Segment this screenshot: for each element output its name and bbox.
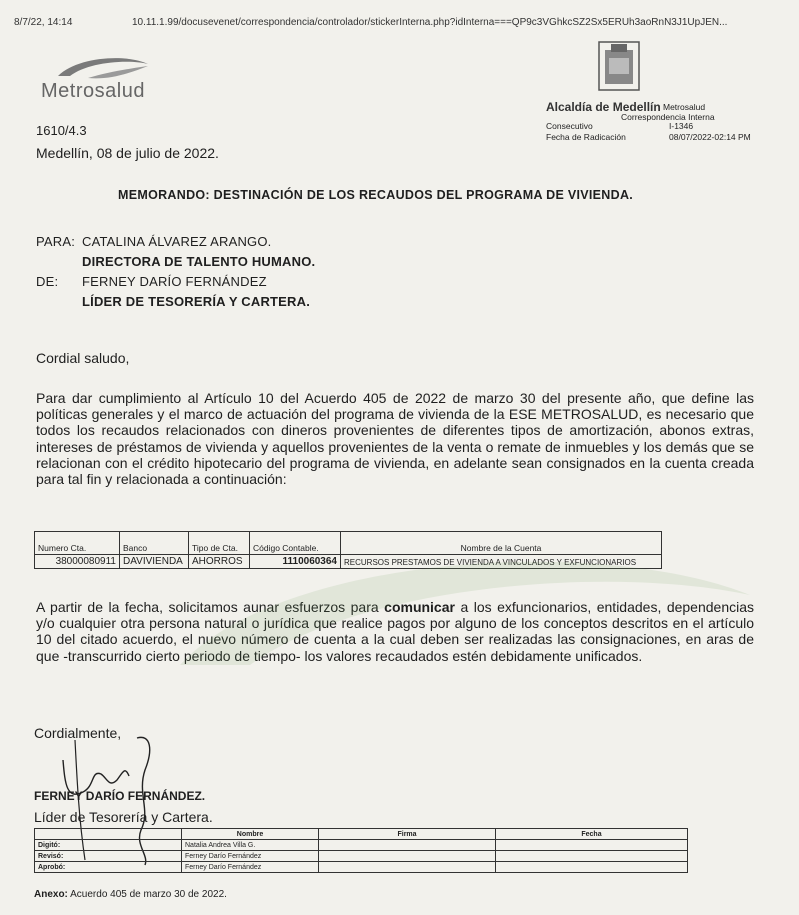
cell-codigo-contable: 1110060364	[250, 555, 341, 569]
approval-name: Ferney Darío Fernández	[182, 862, 319, 873]
approval-row-aprobo	[35, 862, 688, 873]
para-title: DIRECTORA DE TALENTO HUMANO.	[82, 254, 316, 269]
sticker-org: Alcaldía de Medellín	[546, 100, 661, 114]
radication-sticker	[545, 40, 785, 150]
city-seal-icon	[597, 40, 641, 92]
print-date: 8/7/22, 14:14	[14, 17, 73, 28]
logo-text: Metrosalud	[41, 80, 145, 102]
body-paragraph-1: Para dar cumplimiento al Artículo 10 del Acuerdo 405 de 2022 de marzo 30 del presente año, que define las políticas generales y el marco de actuación del programa de vivienda de la ESE METROSALUD, es necesario que todos los recaudos relacionados con dineros provenientes de diferentes tipos de amortización, abonos extras, intereses de préstamos de vivienda y aquellos provenientes de la venta o remate de inmuebles y los demás que se relacionan con el crédito hipotecario del programa de vivienda, en adelante sean consignados en la cuenta creada para tal fin y relacionada a continuación:	[36, 390, 754, 488]
de-label: DE:	[36, 274, 59, 289]
para-label: PARA:	[36, 234, 76, 249]
para2-end: a los exfuncionarios, entidades, dependencias y/o cualquier otra persona natural o jurídica que realice pagos por alguno de los conceptos descritos en el artículo 10 del citado acuerdo, el nuevo número de cuenta a la cual deben ser realizadas las consignaciones, en aras de que -transcurrido cierto periodo de tiempo- los valores recaudados estén debidamente unificados.	[36, 599, 755, 664]
header-nombre-cuenta: Nombre de la Cuenta	[341, 532, 662, 555]
print-url: 10.11.1.99/docusevenet/correspondencia/controlador/stickerInterna.php?idInterna===QP9c3VGhkcSZ2Sx5ERUh3aoRnN3J1UpJEN...	[132, 17, 728, 28]
sticker-org2: Metrosalud	[663, 102, 706, 112]
approval-name: Ferney Darío Fernández	[182, 851, 319, 862]
para-name: CATALINA ÁLVAREZ ARANGO.	[82, 234, 272, 249]
salutation: Cordial saludo,	[36, 350, 130, 366]
approval-label: Aprobó:	[35, 862, 182, 873]
sticker-consecutivo-value: I-1346	[669, 121, 694, 131]
annex	[34, 889, 227, 900]
approval-firma	[319, 851, 496, 862]
closing: Cordialmente,	[34, 725, 122, 741]
approval-fecha	[496, 851, 688, 862]
annex-text: Acuerdo 405 de marzo 30 de 2022.	[67, 889, 227, 900]
cell-tipo-cta: AHORROS	[189, 555, 250, 569]
header-banco: Banco	[120, 532, 189, 555]
approval-fecha	[496, 862, 688, 873]
memo-subject: MEMORANDO: DESTINACIÓN DE LOS RECAUDOS DEL PROGRAMA DE VIVIENDA.	[118, 188, 634, 202]
approval-row-digito	[35, 840, 688, 851]
cell-nombre-cuenta: RECURSOS PRESTAMOS DE VIVIENDA A VINCULADOS Y EXFUNCIONARIOS	[341, 555, 662, 569]
de-title: LÍDER DE TESORERÍA Y CARTERA.	[82, 294, 311, 309]
sticker-dept: Correspondencia Interna	[621, 112, 715, 122]
approval-label: Digitó:	[35, 840, 182, 851]
reference-code: 1610/4.3	[36, 123, 87, 138]
header-codigo-contable: Código Contable.	[250, 532, 341, 555]
approval-label: Revisó:	[35, 851, 182, 862]
approval-firma	[319, 840, 496, 851]
approval-corner	[35, 829, 182, 840]
watermark-icon	[140, 515, 790, 715]
cell-numero-cta: 38000080911	[35, 555, 120, 569]
approval-header-fecha: Fecha	[496, 829, 688, 840]
cell-banco: DAVIVIENDA	[120, 555, 189, 569]
sticker-fecha-value: 08/07/2022-02:14 PM	[669, 132, 751, 142]
metrosalud-logo	[38, 54, 158, 104]
approval-firma	[319, 862, 496, 873]
annex-label: Anexo:	[34, 889, 68, 900]
approval-row-reviso	[35, 851, 688, 862]
header-numero-cta: Numero Cta.	[35, 532, 120, 555]
sticker-fecha-label: Fecha de Radicación	[546, 132, 626, 142]
para2-start: A partir de la fecha, solicitamos aunar esfuerzos para	[36, 599, 385, 615]
approval-name: Natalia Andrea Villa G.	[182, 840, 319, 851]
approval-header	[35, 829, 688, 840]
approval-header-firma: Firma	[319, 829, 496, 840]
city-date: Medellín, 08 de julio de 2022.	[36, 145, 219, 161]
para2-bold: comunicar	[384, 599, 455, 615]
header-tipo-cta: Tipo de Cta.	[189, 532, 250, 555]
approval-header-nombre: Nombre	[182, 829, 319, 840]
approval-table	[34, 828, 688, 873]
sticker-consecutivo-label: Consecutivo	[546, 121, 593, 131]
signer-name: FERNEY DARÍO FERNÁNDEZ.	[34, 789, 206, 803]
signer-role: Líder de Tesorería y Cartera.	[34, 809, 213, 825]
de-name: FERNEY DARÍO FERNÁNDEZ	[82, 274, 267, 289]
approval-fecha	[496, 840, 688, 851]
